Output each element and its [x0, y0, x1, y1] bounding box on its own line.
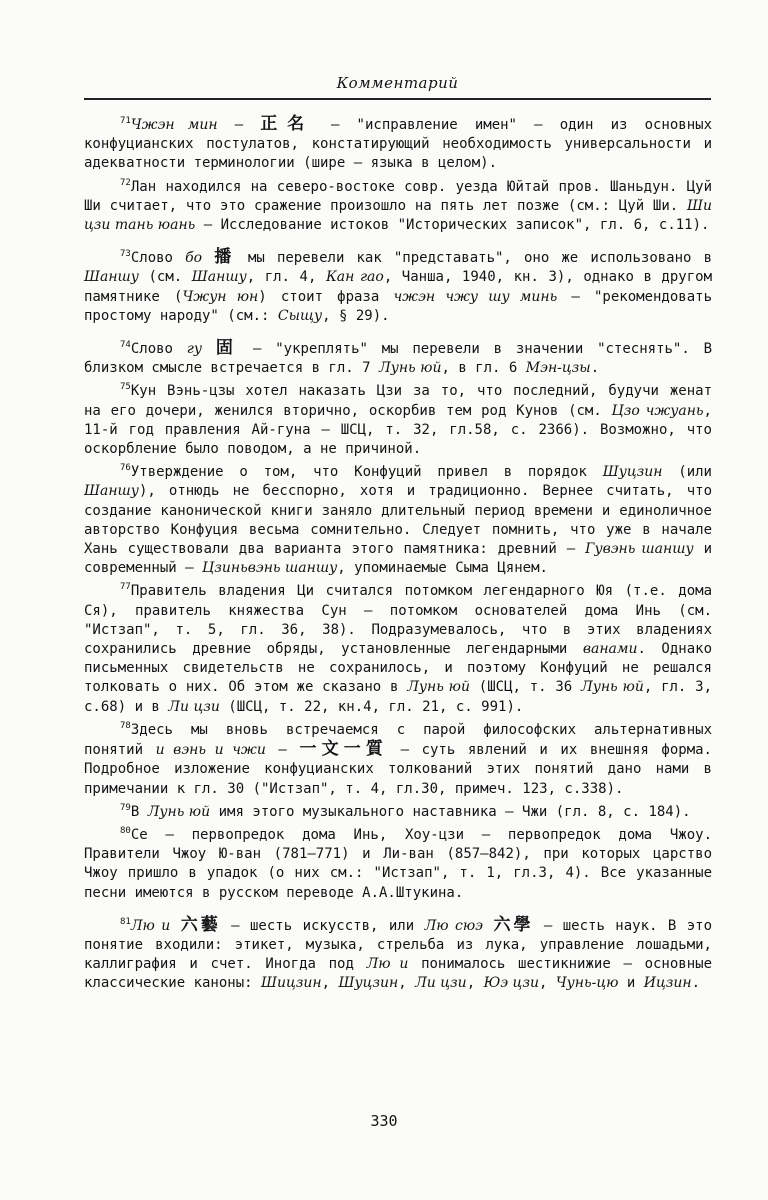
italic-term: Мэн-цзы	[525, 360, 591, 377]
footnote-number: 74	[120, 340, 131, 351]
italic-term: Гувэнь шаншу	[585, 541, 694, 558]
note-text: Слово	[130, 341, 187, 358]
note-text: мы перевели как "представать", оно же использовано в	[235, 250, 712, 267]
footnote-79	[84, 799, 712, 822]
italic-term: Цзо чжуань	[611, 402, 704, 419]
note-text: ), отнюдь не бесспорно, хотя и традиционно. Вернее считать, что создание канонической книги заняло длительный период времени и единоличное авторство Конфуция весьма сомнительно. Следует помнить, что уже в начале Хань существовали два варианта этого памятника: древний –	[84, 483, 712, 558]
footnote-72	[84, 174, 712, 236]
chinese-characters: 六藝	[180, 914, 221, 935]
footnote-76	[84, 459, 712, 578]
note-text: Лан находился на северо-востоке совр. уезда Юйтай пров. Шаньдун. Цуй Ши считает, что это сражение произошло на пять лет позже (см.: Цуй Ши.	[84, 178, 712, 214]
footnote-number: 76	[120, 463, 131, 474]
footnote-number: 80	[120, 825, 131, 836]
note-text	[170, 918, 180, 934]
note-text: , упоминаемые Сыма Цянем.	[337, 560, 548, 577]
note-text: ) стоит фраза	[258, 288, 394, 305]
note-text: – Исследование истоков "Исторических записок", гл. 6, с.11).	[195, 217, 710, 234]
note-text: – шесть наук. В это понятие входили: этикет, музыка, стрельба из лука, управление лошадьми, каллиграфия и счет. Иногда под	[84, 917, 712, 973]
note-text: ,	[538, 975, 556, 992]
italic-term: Юэ цзи	[483, 975, 539, 992]
note-text: (ШСЦ, т. 36	[470, 679, 582, 696]
note-text: Кун Вэнь-цзы хотел наказать Цзи за то, что последний, будучи женат на его дочери, женился вторично, оскорбив тем род Кунов (см.	[84, 383, 712, 419]
note-text: (ШСЦ, т. 22, кн.4, гл. 21, с. 991).	[219, 698, 524, 715]
italic-term: Ши цзи тань юань	[84, 197, 712, 234]
page-number: 330	[370, 1112, 398, 1130]
italic-term: Лунь юй	[407, 679, 470, 696]
note-text: и современный –	[84, 541, 713, 577]
italic-term: Кан гао	[325, 269, 384, 286]
italic-term: Цзиньвэнь шаншу	[202, 560, 338, 577]
note-text: .	[691, 975, 701, 992]
note-text: ,	[321, 975, 339, 992]
note-text: .	[590, 360, 600, 377]
note-text: имя этого музыкального наставника – Чжи (гл. 8, с. 184).	[210, 803, 691, 820]
note-text: Правитель владения Ци считался потомком легендарного Юя (т.е. дома Ся), правитель княжества Сун – потомком основателей дома Инь (см. "Истзап", т. 5, гл. 36, 38). Подразумевалось, что в этих владениях сохранились древние обряды, установленные легендарными	[84, 583, 712, 658]
note-text: , в гл. 6	[441, 360, 526, 377]
note-text: . Однако письменных свидетельств не сохранилось, и поэтому Конфуций не решался толковать о них. Об этом же сказано в	[84, 641, 712, 696]
note-text: понималось шестикнижие – основные классические каноны:	[84, 956, 713, 992]
note-text	[483, 918, 493, 934]
italic-term: Лунь юй	[581, 679, 644, 696]
commentary-notes	[84, 112, 712, 994]
footnote-73	[84, 245, 712, 326]
note-text	[202, 341, 216, 357]
note-text: (или	[662, 464, 712, 481]
note-text: – "исправление имен" – один из основных конфуцианских постулатов, констатирующий необходимость универсальности и адекватности терминологии (шире – языка в целом).	[84, 117, 712, 172]
italic-term: Лю сюэ	[424, 917, 484, 934]
chinese-characters: 正名	[260, 114, 314, 134]
italic-term: Чунь-цю	[555, 975, 619, 992]
note-text	[202, 250, 214, 266]
footnote-75	[84, 378, 712, 459]
footnote-80	[84, 822, 712, 903]
footnote-number: 81	[120, 916, 131, 927]
note-text: – "укреплять" мы перевели в значении "стеснять". В близком смысле встречается в гл. 7	[84, 341, 713, 377]
note-text: –	[265, 742, 300, 759]
note-text: Здесь мы вновь встречаемся с парой философских альтернативных понятий	[84, 721, 712, 759]
footnote-number: 79	[120, 802, 131, 813]
note-text: – суть явлений и их внешняя форма. Подробное изложение конфуцианских толкований этих понятий дано нами в примечании к гл. 30 ("Истзап", т. 4, гл.30, примеч. 123, с.338).	[84, 742, 712, 797]
note-text: Слово	[130, 250, 186, 267]
footnote-81	[84, 913, 712, 994]
note-text: (см.	[138, 269, 192, 286]
note-text: ,	[398, 975, 416, 992]
note-text: , § 29).	[322, 307, 390, 324]
italic-term: гу	[186, 341, 202, 358]
footnote-78	[84, 717, 712, 799]
italic-term: и вэнь и чжи	[155, 742, 266, 759]
italic-term: Шаншу	[84, 269, 139, 286]
note-text: Се – первопредок дома Инь, Хоу-цзи – первопредок дома Чжоу. Правители Чжоу Ю-ван (781–771) и Ли-ван (857–842), при которых царство Чжоу пришло в упадок (о них см.: "Истзап", т. 1, гл.3, 4). Все указанные песни имеются в русском переводе А.А.Штукина.	[84, 826, 712, 901]
italic-term: Ицзин	[643, 975, 692, 992]
note-text: – шесть искусств, или	[220, 917, 425, 934]
italic-term: Шаншу	[84, 483, 139, 500]
footnote-number: 71	[120, 116, 131, 126]
note-text: Утверждение о том, что Конфуций привел в порядок	[130, 464, 603, 481]
italic-term: Лю и	[130, 917, 171, 934]
footnote-77	[84, 578, 712, 716]
chinese-characters: 固	[215, 338, 240, 359]
italic-term: Чжун юн	[182, 288, 259, 305]
italic-term: Ли цзи	[415, 975, 467, 992]
note-text: В	[130, 803, 148, 820]
italic-term: Лунь юй	[379, 360, 442, 377]
footnote-number: 73	[120, 249, 131, 260]
header-rule	[84, 98, 711, 100]
note-text: – "рекомендовать простому народу" (см.:	[84, 288, 713, 324]
italic-term: Чжэн мин	[130, 117, 218, 133]
note-text: , 11-й год правления Ай-гуна – ШСЦ, т. 32, гл.58, с. 2366). Возможно, что оскорбление было поводом, а не причиной.	[84, 402, 712, 458]
chinese-characters: 播	[214, 247, 236, 268]
note-text: , Чанша, 1940, кн. 3), однако в другом памятнике (	[84, 269, 713, 305]
italic-term: Шуцзин	[602, 464, 663, 481]
note-text: ,	[466, 975, 484, 992]
note-text: –	[217, 117, 261, 133]
note-text: и	[618, 975, 644, 992]
italic-term: Ли цзи	[168, 698, 220, 715]
footnote-74	[84, 336, 712, 378]
footnote-number: 77	[120, 582, 131, 593]
italic-term: бо	[185, 250, 203, 267]
italic-term: Лю и	[366, 956, 409, 973]
italic-term: Шаншу	[191, 269, 247, 286]
footnote-number: 78	[120, 720, 131, 731]
footnote-number: 72	[120, 177, 131, 188]
footnote-number: 75	[120, 382, 131, 393]
italic-term: Шуцзин	[338, 975, 399, 992]
chinese-characters: 一文一質	[299, 739, 388, 760]
footnote-71	[84, 112, 712, 174]
note-text: , гл. 4,	[246, 269, 326, 286]
italic-term: Лунь юй	[147, 803, 211, 820]
italic-term: чжэн чжу шу минь	[393, 288, 558, 305]
chinese-characters: 六學	[493, 914, 534, 935]
italic-term: Шицзин	[261, 975, 322, 992]
italic-term: Сыщу	[277, 307, 323, 324]
note-text: , гл. 3, с.68) и в	[84, 679, 712, 715]
running-header: Комментарий	[336, 74, 459, 92]
italic-term: ванами	[582, 641, 638, 658]
